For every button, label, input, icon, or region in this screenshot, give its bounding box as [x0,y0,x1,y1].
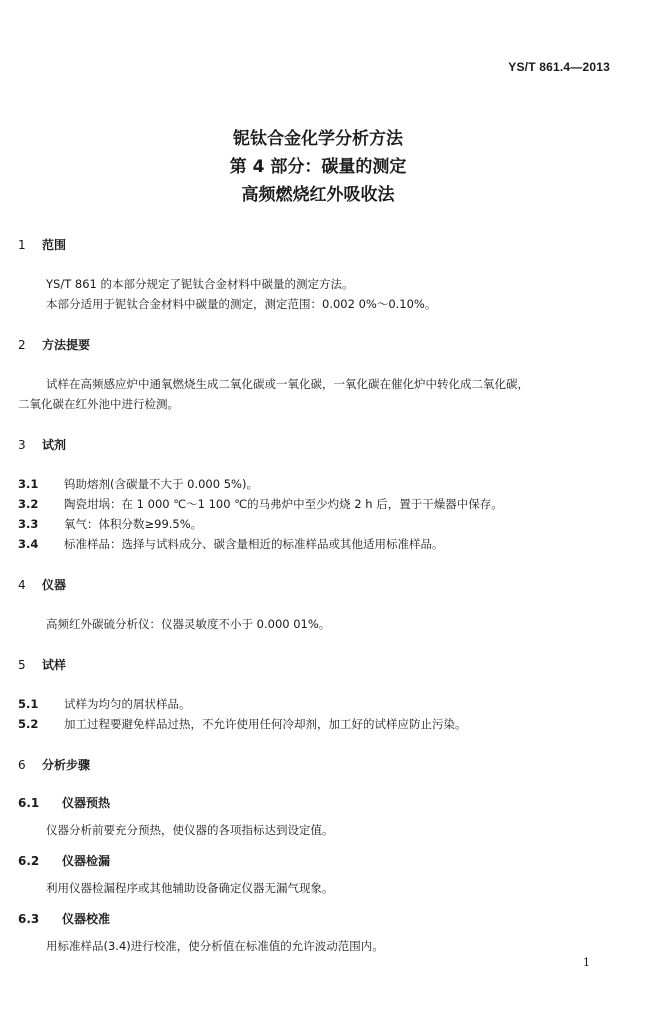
item-text: 加工过程要避免样品过热，不允许使用任何冷却剂，加工好的试样应防止污染。 [64,717,467,731]
subsection-number: 6.2 [18,854,40,868]
section-title: 范围 [42,238,67,252]
section-4-paragraph-1: 高频红外碳硫分析仪：仪器灵敏度不小于 0.000 01%。 [46,617,331,631]
subsection-6-1-heading [18,794,110,811]
subsection-title: 仪器预热 [62,796,111,810]
list-item [18,716,467,732]
title-line-1: 铌钛合金化学分析方法 [233,129,403,149]
section-title: 方法提要 [42,338,91,352]
subsection-6-2-heading [18,852,110,869]
section-title: 试样 [42,658,67,672]
section-title: 仪器 [42,578,67,592]
item-text: 氧气：体积分数≥99.5%。 [64,517,203,531]
subsection-number: 6.1 [18,796,40,810]
section-number: 2 [18,338,26,352]
item-text: 标准样品：选择与试料成分、碳含量相近的标准样品或其他适用标准样品。 [64,537,444,551]
section-2-paragraph-2: 二氧化碳在红外池中进行检测。 [18,397,179,411]
section-title: 试剂 [42,438,67,452]
standard-code: YS/T 861.4—2013 [508,60,610,74]
item-number: 5.1 [18,697,39,711]
section-1-paragraph-2: 本部分适用于铌钛合金材料中碳量的测定，测定范围：0.002 0%～0.10%。 [46,297,437,311]
item-number: 3.2 [18,497,39,511]
item-number: 3.4 [18,537,39,551]
section-title: 分析步骤 [42,758,91,772]
item-text: 试样为均匀的屑状样品。 [64,697,191,711]
list-item [18,696,191,712]
item-number: 3.3 [18,517,39,531]
section-5-heading [18,656,66,673]
section-2-heading [18,336,90,353]
section-number: 3 [18,438,26,452]
subsection-number: 6.3 [18,912,40,926]
section-6-heading [18,756,90,773]
section-4-heading [18,576,66,593]
section-number: 5 [18,658,26,672]
list-item [18,496,503,512]
subsection-title: 仪器校准 [62,912,111,926]
item-number: 5.2 [18,717,39,731]
subsection-6-3-heading [18,910,110,927]
subsection-6-3-text: 用标准样品(3.4)进行校准，使分析值在标准值的允许波动范围内。 [46,939,384,953]
item-text: 钨助熔剂(含碳量不大于 0.000 5%)。 [64,477,258,491]
subsection-title: 仪器检漏 [62,854,111,868]
list-item [18,536,444,552]
subsection-6-2-text: 利用仪器检漏程序或其他辅助设备确定仪器无漏气现象。 [46,881,334,895]
section-number: 4 [18,578,26,592]
item-text: 陶瓷坩埚：在 1 000 ℃～1 100 ℃的马弗炉中至少灼烧 2 h 后，置于干燥器中保存。 [64,497,503,511]
section-2-paragraph-1: 试样在高频感应炉中通氧燃烧生成二氧化碳或一氧化碳，一氧化碳在催化炉中转化成二氧化碳， [46,377,529,391]
section-3-heading [18,436,66,453]
subsection-6-1-text: 仪器分析前要充分预热，使仪器的各项指标达到设定值。 [46,823,334,837]
list-item [18,516,202,532]
list-item [18,476,258,492]
section-number: 6 [18,758,26,772]
item-number: 3.1 [18,477,39,491]
section-1-paragraph-1: YS/T 861 的本部分规定了铌钛合金材料中碳量的测定方法。 [46,277,354,291]
title-line-3: 高频燃烧红外吸收法 [241,185,395,205]
section-1-heading [18,236,66,253]
title-line-2: 第 4 部分：碳量的测定 [229,157,407,177]
section-number: 1 [18,238,26,252]
page-number: 1 [583,956,590,969]
